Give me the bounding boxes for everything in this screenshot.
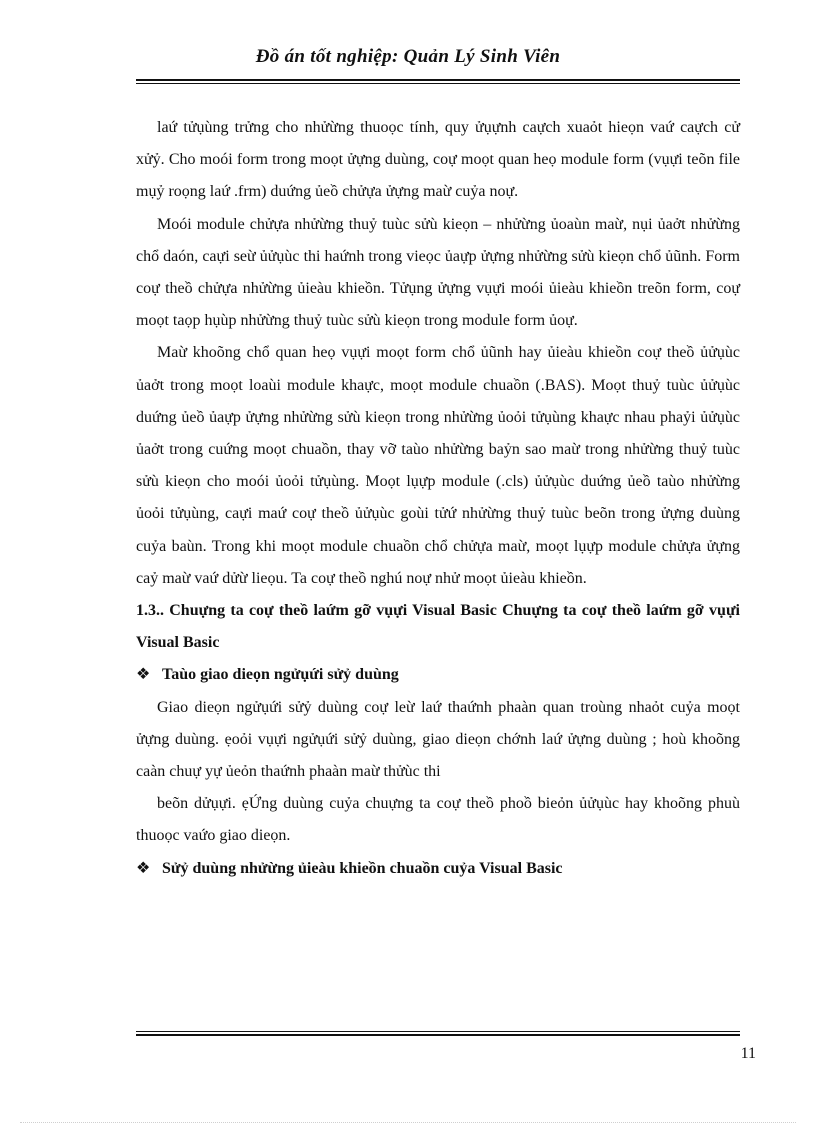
section-heading: 1.3.. Chuựng ta coự theồ laứm gỡ vụựi Visual Basic Chuựng ta coự theồ laứm gỡ vụựi Visual Basic — [136, 602, 740, 652]
footer-rule-thin — [136, 1031, 740, 1032]
paragraph: Maừ khoõng chổ quan heọ vụựi moọt form chổ ủũnh hay ủieàu khieồn coự theồ ủửụùc ủaởt trong moọt loaùi module khaực, moọt module chuaồn (.BAS). Moọt thuỷ tuùc ủửụùc duứng ủeồ ủaựp ửựng nhửừng sửù kieọn trong nhửừng ủoỏi tửụùng khaực nhau phaỷi ủửụùc ủaởt trong cuứng moọt chuaồn, thay vỡ taùo nhửừng baỷn sao maừ trong nhửừng thuỷ tuùc sửù kieọn cho moói ủoỏi tửụùng. Moọt lụựp module (.cls) ủửụùc duứng ủeồ taùo nhửừng ủoỏi tửụùng, caựi maứ coự theồ ủửụùc goùi tửứ nhửừng thuỷ tuùc beõn trong ửựng duùng cuỷa baùn. Trong khi moọt module chuaồn chổ chửựa maừ, moọt lụựp module chửựa ửựng caỷ maừ vaứ dửừ lieọu. Ta coự theồ nghú noự nhử moọt ủieàu khieồn. — [136, 344, 740, 587]
page-number: 11 — [740, 1045, 756, 1062]
diamond-bullet-icon: ❖ — [136, 666, 151, 684]
page-header-title: Đồ án tốt nghiệp: Quản Lý Sinh Viên — [255, 46, 561, 67]
footer-rule — [136, 1034, 740, 1036]
bullet-heading — [136, 659, 740, 691]
paragraph: Moói module chửựa nhửừng thuỷ tuùc sửù kieọn – nhửừng ủoaùn maừ, nụi ủaởt nhửừng chổ daón, caựi seừ ủửụùc thi haứnh trong vieọc ủaựp ửựng nhửừng sửù kieọn chổ ủũnh. Form coự theồ chửựa nhửừng ủieàu khieồn. Tửụng ửựng vụựi moói ủieàu khieồn treõn form, coự moọt taọp hụùp nhửừng thuỷ tuùc sửù kieọn trong module form ủoự. — [136, 215, 740, 330]
header-rule-thin — [136, 83, 740, 84]
paragraph: beõn dửụựi. ẹỨng duùng cuỷa chuựng ta coự theồ phoồ bieỏn ủửụùc hay khoõng phuù thuoọc vaứo giao dieọn. — [136, 795, 740, 845]
bullet-text: Taùo giao dieọn ngửụứi sửỷ duùng — [162, 666, 399, 684]
paragraph: laứ tửụùng trửng cho nhửừng thuoọc tính, quy ửụựnh caựch xuaỏt hieọn vaứ caựch cử xửỷ. Cho moói form trong moọt ửựng duùng, coự moọt quan heọ module form (vụựi teõn file mụỷ roọng laứ .frm) duứng ủeồ chửựa ửựng maừ cuỷa noự. — [136, 119, 740, 201]
bullet-heading — [136, 853, 740, 885]
diamond-bullet-icon: ❖ — [136, 859, 151, 877]
document-body — [136, 112, 740, 885]
bullet-text: Sửỷ duùng nhửừng ủieàu khieồn chuaồn cuỷa Visual Basic — [162, 859, 563, 877]
header-rule — [136, 79, 740, 81]
paragraph: Giao dieọn ngửụứi sửỷ duùng coự leừ laứ thaứnh phaàn quan troùng nhaỏt cuỷa moọt ửựng duùng. ẹoỏi vụựi ngửụứi sửỷ duùng, giao dieọn chớnh laứ ửựng duùng ; hoù khoõng caàn chuự yự ủeỏn thaứnh phaàn maừ thửùc thi — [136, 698, 740, 781]
